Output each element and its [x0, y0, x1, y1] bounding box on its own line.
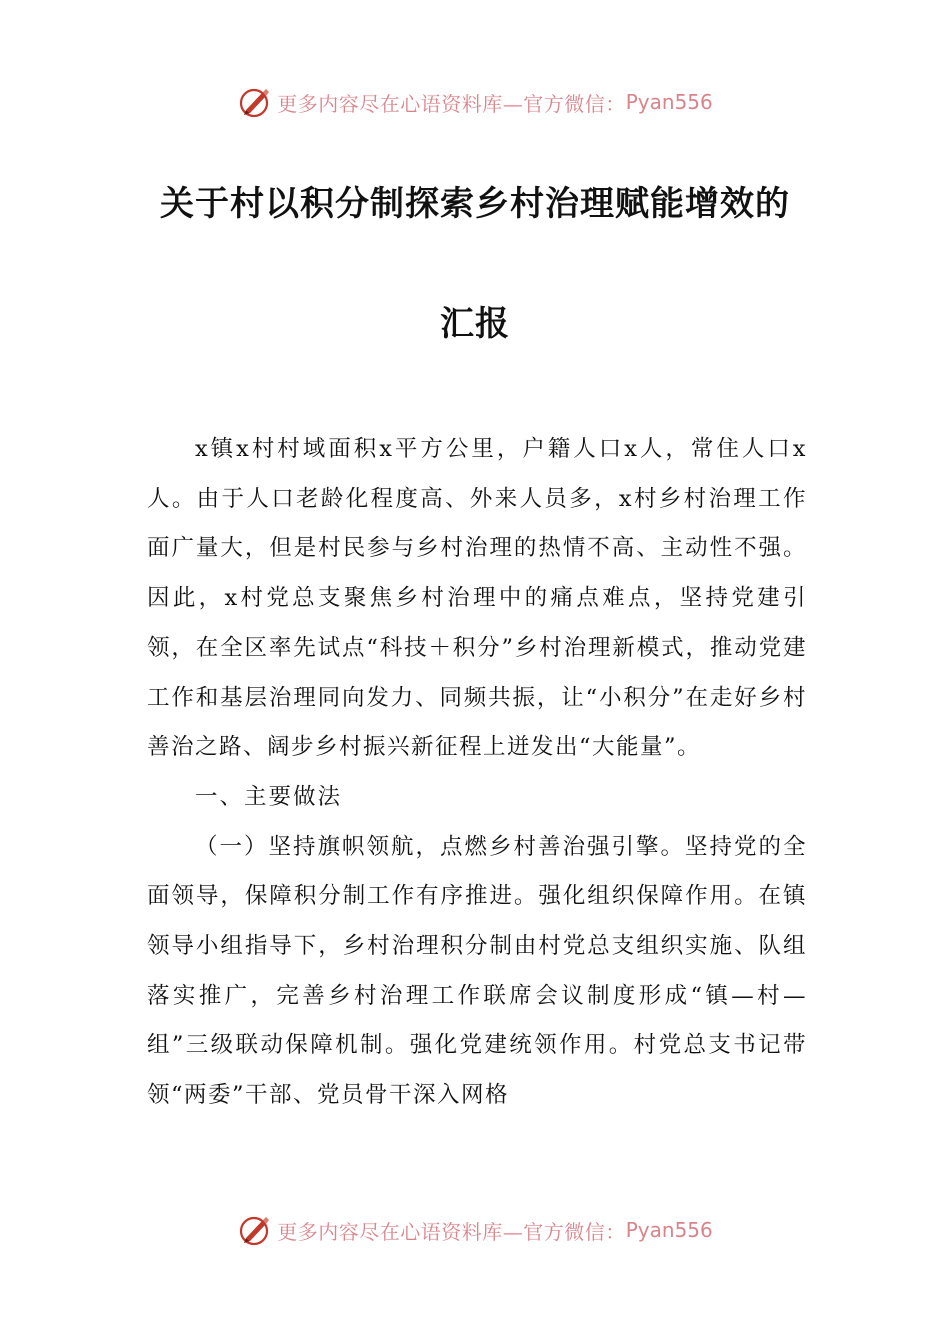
pen-seal-icon — [237, 84, 273, 120]
paragraph-practice-1: （一）坚持旗帜领航，点燃乡村善治强引擎。坚持党的全面领导，保障积分制工作有序推进。强化组织保障作用。在镇领导小组指导下，乡村治理积分制由村党总支组织实施、队组落实推广，完善乡村治理工作联席会议制度形成“镇—村—组”三级联动保障机制。强化党建统领作用。村党总支书记带领“两委”干部、党员骨干深入网格 — [147, 833, 807, 1109]
document-title-line-1: 关于村以积分制探索乡村治理赋能增效的 — [160, 184, 790, 224]
watermark-text: 更多内容尽在心语资料库—官方微信： — [277, 91, 626, 116]
pen-seal-icon — [237, 1212, 273, 1248]
section-heading: 一、主要做法 — [195, 783, 343, 810]
watermark-id: Pyan556 — [625, 90, 713, 114]
paragraph-intro: x镇x村村域面积x平方公里，户籍人口x人，常住人口x人。由于人口老龄化程度高、外来人员多，x村乡村治理工作面广量大，但是村民参与乡村治理的热情不高、主动性不强。因此，x村党总支聚焦乡村治理中的痛点难点，坚持党建引领，在全区率先试点“科技＋积分”乡村治理新模式，推动党建工作和基层治理同向发力、同频共振，让“小积分”在走好乡村善治之路、阔步乡村振兴新征程上迸发出“大能量”。 — [147, 436, 807, 761]
document-title-line-2: 汇报 — [440, 304, 510, 344]
watermark-footer — [0, 1210, 950, 1250]
watermark-text: 更多内容尽在心语资料库—官方微信： — [277, 1219, 626, 1244]
watermark-id: Pyan556 — [625, 1218, 713, 1242]
watermark-header — [0, 82, 950, 122]
document-body — [147, 425, 807, 1121]
